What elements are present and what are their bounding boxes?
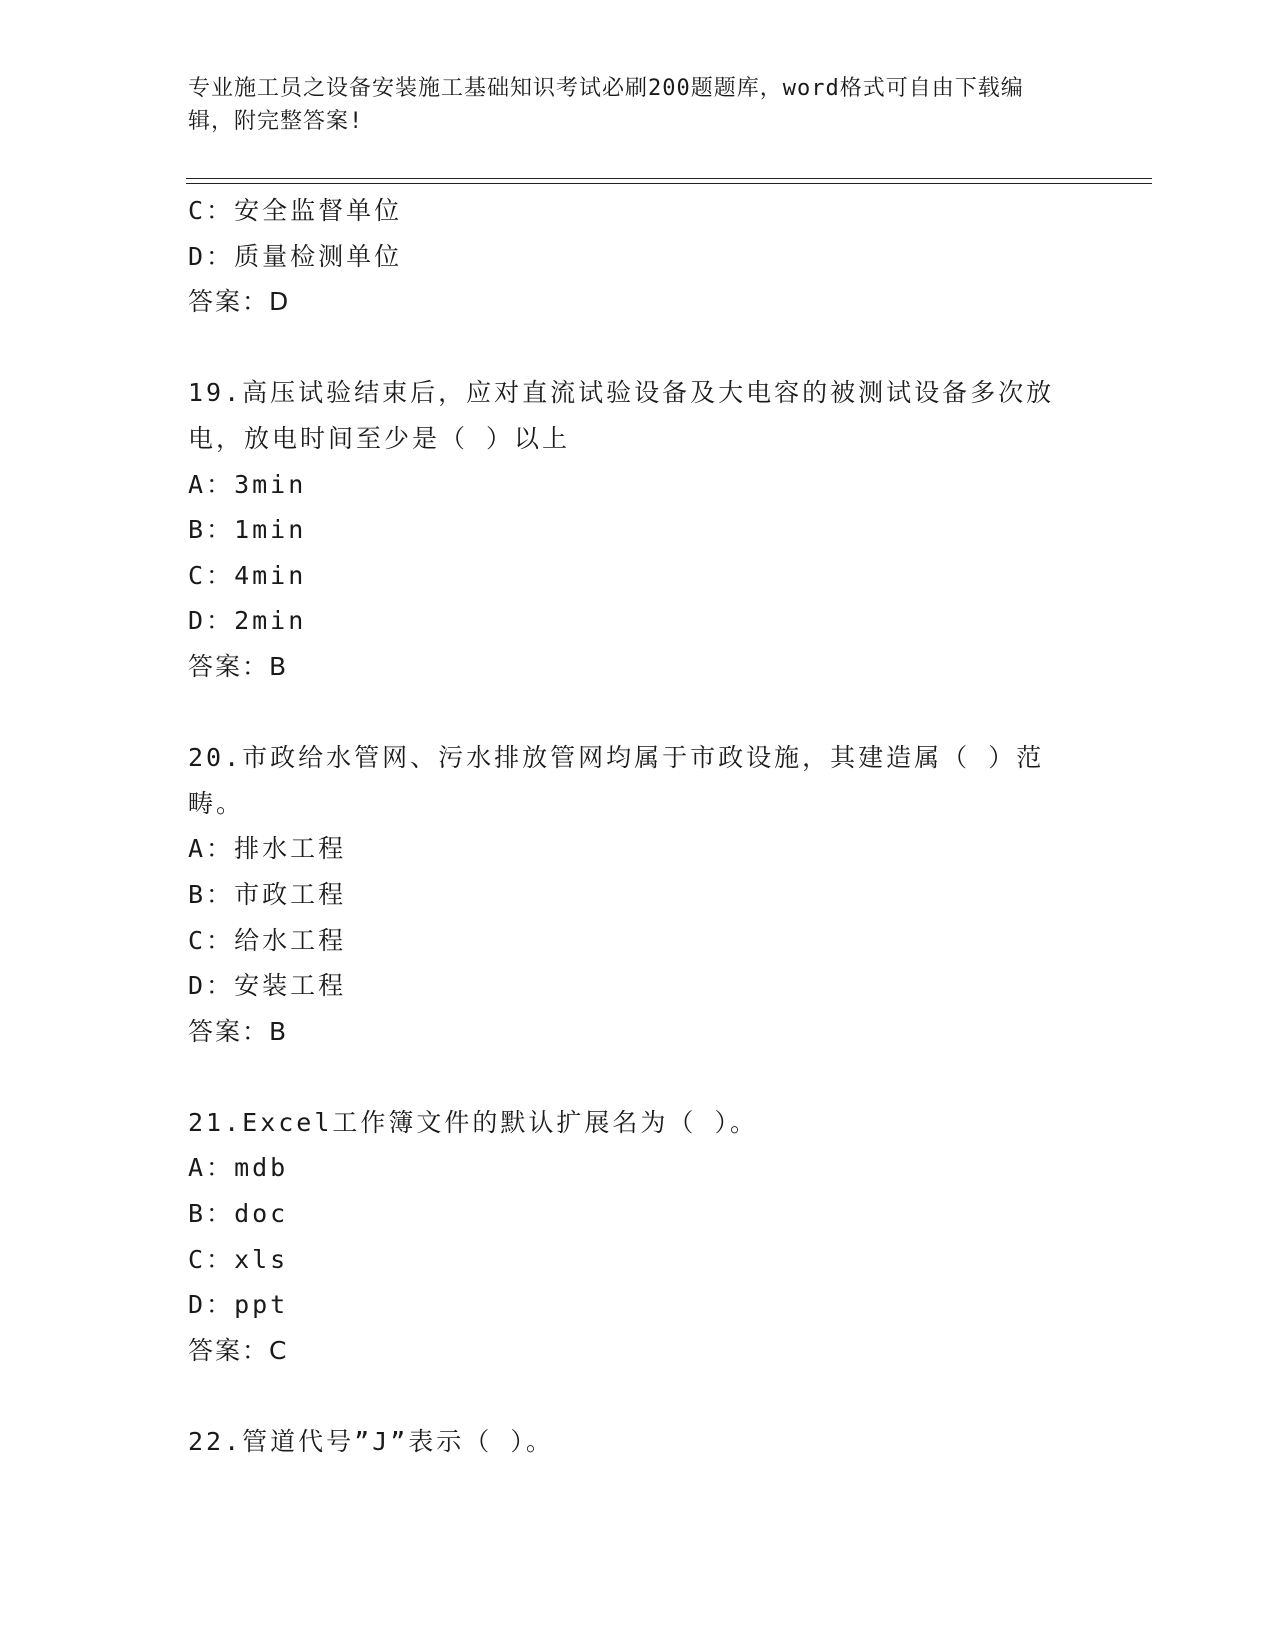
option-line: B：doc (188, 1199, 289, 1229)
question-21 (188, 1100, 1088, 1374)
header-rule-bottom (186, 183, 1152, 184)
option-line: C：xls (188, 1244, 289, 1274)
option-line: B：市政工程 (188, 879, 347, 909)
question-19 (188, 370, 1088, 689)
question-stem: 20.市政给水管网、污水排放管网均属于市政设施，其建造属（ ）范 (188, 743, 1045, 773)
document-header (188, 72, 1068, 138)
option-line: D：质量检测单位 (188, 241, 403, 271)
option-line: D：ppt (188, 1290, 289, 1320)
option-line: A：排水工程 (188, 834, 347, 864)
question-18-continuation (188, 188, 1088, 325)
answer-line: 答案：C (188, 1335, 289, 1365)
option-line: C：安全监督单位 (188, 196, 403, 225)
header-rule-top (186, 178, 1152, 179)
option-line: B：1min (188, 515, 307, 545)
option-line: A：mdb (188, 1153, 289, 1183)
option-line: C：给水工程 (188, 925, 347, 955)
option-line: C：4min (188, 560, 307, 590)
answer-line: 答案：D (188, 287, 291, 317)
answer-line: 答案：B (188, 1016, 289, 1046)
question-stem: 22.管道代号”J”表示（ ）。 (188, 1427, 554, 1457)
option-line: D：2min (188, 606, 307, 636)
question-stem: 19.高压试验结束后，应对直流试验设备及大电容的被测试设备多次放 (188, 378, 1055, 408)
question-22 (188, 1419, 1088, 1465)
question-stem: 21.Excel工作簿文件的默认扩展名为（ ）。 (188, 1107, 758, 1137)
question-stem: 电，放电时间至少是（ ）以上 (188, 423, 571, 453)
question-20 (188, 735, 1088, 1054)
answer-line: 答案：B (188, 651, 289, 681)
header-title: 专业施工员之设备安装施工基础知识考试必刷200题题库，word格式可自由下载编辑，附完整答案! (188, 76, 1024, 134)
option-line: A：3min (188, 469, 307, 499)
question-stem: 畴。 (188, 788, 245, 818)
option-line: D：安装工程 (188, 971, 347, 1001)
question-list (188, 188, 1088, 1465)
